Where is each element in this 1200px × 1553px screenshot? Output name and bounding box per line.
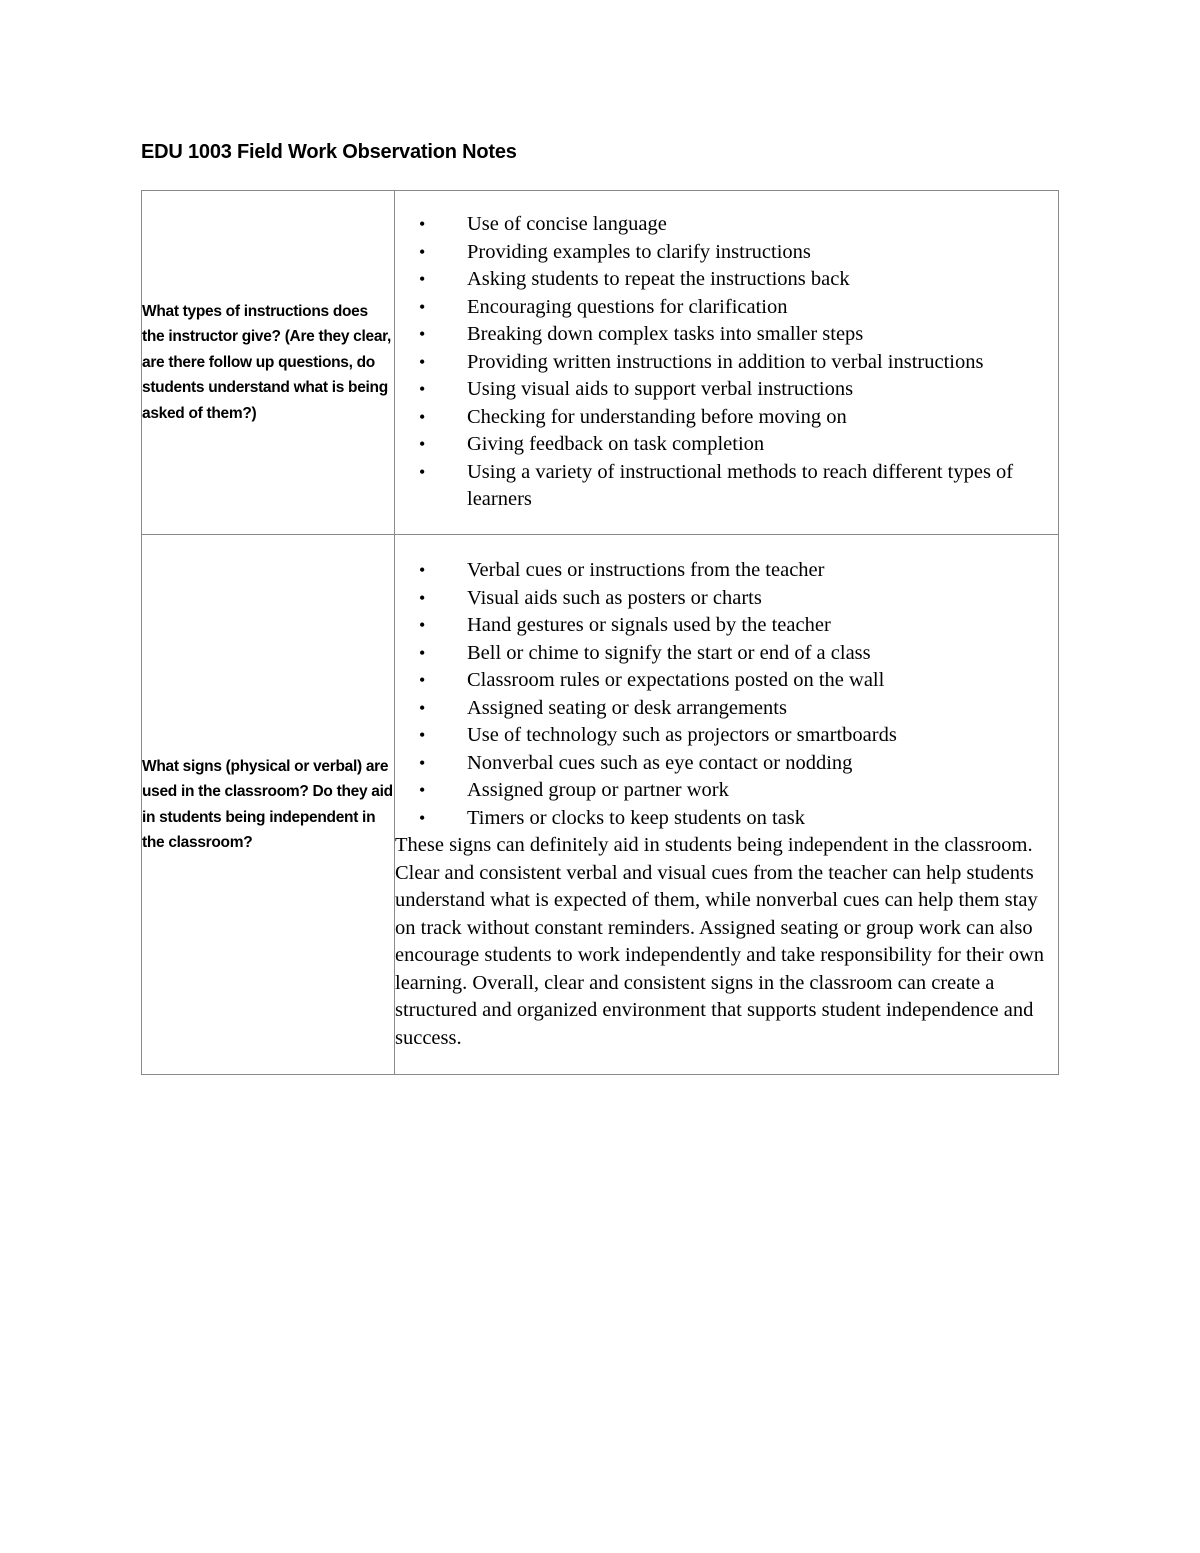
bullet-icon: • bbox=[419, 670, 426, 690]
list-item: • Using visual aids to support verbal instructions bbox=[395, 376, 1058, 404]
bullet-icon: • bbox=[419, 241, 426, 262]
list-item: • Use of technology such as projectors or smartboards bbox=[395, 722, 1058, 750]
bullet-icon: • bbox=[419, 379, 426, 400]
bullet-icon: • bbox=[419, 752, 426, 773]
question-cell bbox=[142, 191, 395, 535]
list-item: • Timers or clocks to keep students on task bbox=[395, 805, 1058, 833]
list-item: • Providing examples to clarify instructions bbox=[395, 239, 1058, 267]
list-item: • Nonverbal cues such as eye contact or nodding bbox=[395, 750, 1058, 778]
list-item: • Encouraging questions for clarification bbox=[395, 294, 1058, 322]
list-item: • Assigned seating or desk arrangements bbox=[395, 695, 1058, 723]
bullet-icon: • bbox=[419, 560, 426, 580]
bullet-icon: • bbox=[419, 587, 426, 608]
list-item: • Giving feedback on task completion bbox=[395, 431, 1058, 459]
list-item: • Classroom rules or expectations posted on the wall bbox=[395, 667, 1058, 695]
bullet-icon: • bbox=[419, 461, 426, 482]
list-item: • Verbal cues or instructions from the teacher bbox=[395, 557, 1058, 585]
answer-cell bbox=[395, 191, 1059, 535]
bullet-icon: • bbox=[419, 642, 426, 663]
answer-list bbox=[395, 557, 1058, 832]
list-item: • Checking for understanding before moving on bbox=[395, 404, 1058, 432]
question-cell bbox=[142, 535, 395, 1075]
document-title: EDU 1003 Field Work Observation Notes bbox=[141, 141, 517, 163]
table-row bbox=[142, 191, 1059, 535]
list-item: • Assigned group or partner work bbox=[395, 777, 1058, 805]
list-item: • Visual aids such as posters or charts bbox=[395, 585, 1058, 613]
list-item: • Asking students to repeat the instructions back bbox=[395, 266, 1058, 294]
bullet-icon: • bbox=[419, 807, 426, 828]
bullet-icon: • bbox=[419, 434, 426, 455]
bullet-icon: • bbox=[419, 296, 426, 317]
bullet-icon: • bbox=[419, 725, 426, 745]
list-item: • Hand gestures or signals used by the teacher bbox=[395, 612, 1058, 640]
bullet-icon: • bbox=[419, 214, 426, 235]
list-item: • Use of concise language bbox=[395, 211, 1058, 239]
bullet-icon: • bbox=[419, 269, 426, 290]
bullet-icon: • bbox=[419, 351, 426, 372]
list-item: • Bell or chime to signify the start or end of a class bbox=[395, 640, 1058, 668]
bullet-icon: • bbox=[419, 406, 426, 427]
bullet-icon: • bbox=[419, 324, 426, 345]
answer-list bbox=[395, 211, 1058, 514]
answer-cell bbox=[395, 535, 1059, 1075]
summary-paragraph: These signs can definitely aid in students being independent in the classroom. Clear and consistent verbal and visual cues from the teacher can help students understand what is expected of them, while nonverbal cues can help them stay on track without constant reminders. Assigned seating or group work can also encourage students to work independently and take responsibility for their own learning. Overall, clear and consistent signs in the classroom can create a structured and organized environment that supports student independence and success. bbox=[395, 834, 1045, 1049]
list-item: • Providing written instructions in addition to verbal instructions bbox=[395, 349, 1058, 377]
question-text: What signs (physical or verbal) are used in the classroom? Do they aid in students being independent in the classroom? bbox=[142, 757, 393, 851]
bullet-icon: • bbox=[419, 780, 426, 800]
list-item: • Breaking down complex tasks into smaller steps bbox=[395, 321, 1058, 349]
bullet-icon: • bbox=[419, 615, 426, 635]
list-item: • Using a variety of instructional methods to reach different types of learners bbox=[419, 460, 1014, 511]
table-row bbox=[142, 535, 1059, 1075]
bullet-icon: • bbox=[419, 697, 426, 718]
question-text: What types of instructions does the instructor give? (Are they clear, are there follow up questions, do students understand what is being asked of them?) bbox=[142, 302, 392, 422]
observation-table bbox=[141, 190, 1059, 1075]
